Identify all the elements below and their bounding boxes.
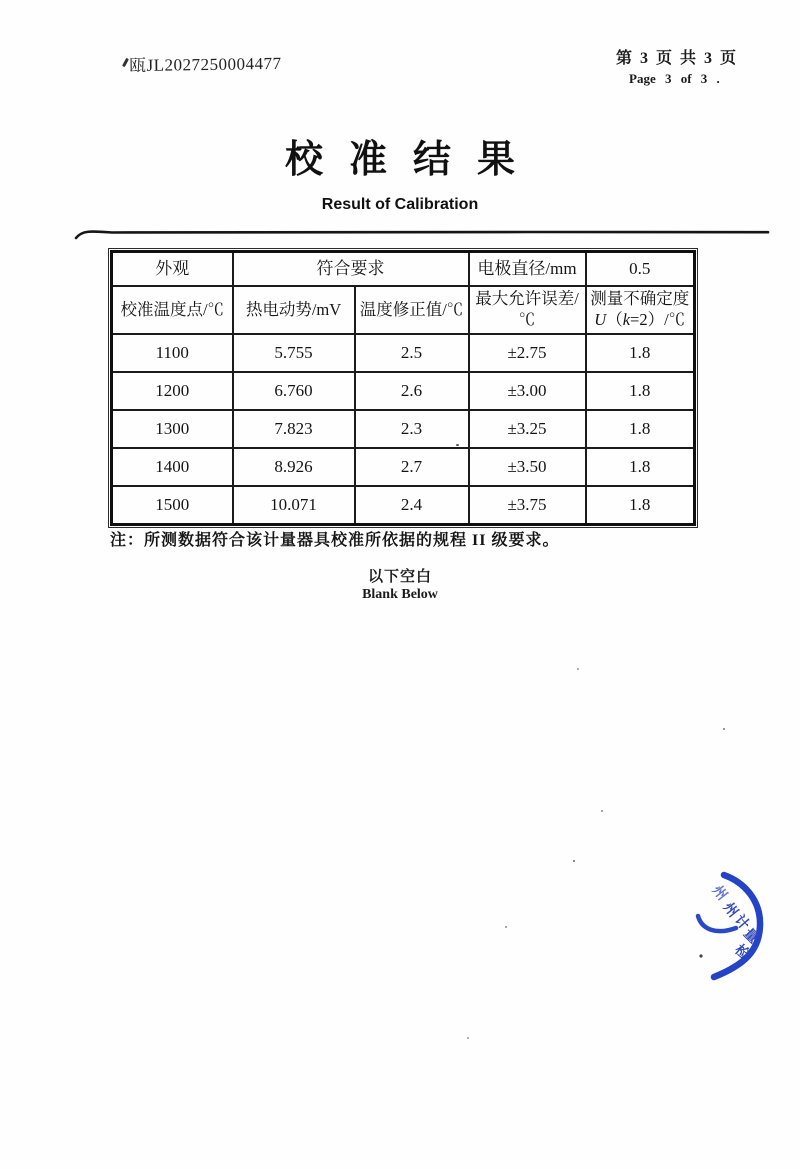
electrode-diameter-value: 0.5 — [586, 252, 695, 287]
cell-correction: 2.6 — [355, 372, 469, 410]
blank-below-en: Blank Below — [362, 587, 438, 602]
dust-speck — [456, 444, 459, 446]
cell-emf: 8.926 — [233, 448, 355, 486]
page-subtitle: Result of Calibration — [321, 196, 479, 213]
table-header-row — [112, 286, 695, 334]
seal-char: 州 — [719, 900, 741, 921]
col-header-uncertainty — [586, 286, 695, 334]
cell-max-error: ±2.75 — [469, 334, 586, 372]
table-row-appearance — [112, 252, 695, 287]
cell-emf: 5.755 — [233, 334, 355, 372]
table-row — [112, 486, 695, 525]
cell-uncertainty: 1.8 — [586, 410, 695, 448]
cell-temperature: 1300 — [112, 410, 233, 448]
uncertainty-line2: U（k=2）/℃ — [594, 310, 686, 329]
cell-correction: 2.5 — [355, 334, 469, 372]
page-indicator-en: Page 3 of 3 . — [629, 71, 720, 86]
cell-emf: 7.823 — [233, 410, 355, 448]
seal-char: 量 — [740, 926, 761, 947]
stray-ink-mark — [122, 58, 129, 67]
appearance-value: 符合要求 — [233, 252, 469, 287]
ink-dot — [699, 954, 702, 957]
cell-max-error: ±3.25 — [469, 410, 586, 448]
cell-temperature: 1400 — [112, 448, 233, 486]
official-seal-stamp — [686, 850, 800, 992]
col-header-max-error: 最大允许误差/℃ — [469, 286, 586, 334]
certificate-number: 瓯JL2027250004477 — [128, 53, 282, 76]
note-text: 注：所测数据符合该计量器具校准所依据的规程 II 级要求。 — [110, 532, 560, 549]
cell-correction: 2.4 — [355, 486, 469, 525]
dust-speck — [505, 926, 507, 928]
appearance-label: 外观 — [112, 252, 233, 287]
seal-char: 计 — [730, 912, 752, 934]
cell-emf: 6.760 — [233, 372, 355, 410]
cell-emf: 10.071 — [233, 486, 355, 525]
table-row — [112, 372, 695, 410]
blank-below-cn: 以下空白 — [367, 569, 432, 585]
calibration-result-table — [110, 250, 696, 526]
title-rule — [68, 220, 774, 244]
col-header-emf: 热电动势/mV — [233, 286, 355, 334]
cell-temperature: 1200 — [112, 372, 233, 410]
dust-speck — [577, 668, 579, 670]
cell-correction: 2.7 — [355, 448, 469, 486]
cell-temperature: 1100 — [112, 334, 233, 372]
uncertainty-line1: 测量不确定度 — [590, 289, 690, 309]
seal-char: 检 — [731, 942, 752, 964]
dust-speck — [601, 810, 603, 812]
table-row — [112, 448, 695, 486]
cell-uncertainty: 1.8 — [586, 486, 695, 525]
cell-max-error: ±3.50 — [469, 448, 586, 486]
dust-speck — [723, 728, 725, 730]
col-header-temperature: 校准温度点/℃ — [112, 286, 233, 334]
col-header-correction: 温度修正值/℃ — [355, 286, 469, 334]
cell-uncertainty: 1.8 — [586, 334, 695, 372]
page-title: 校准结果 — [284, 139, 541, 181]
cell-max-error: ±3.00 — [469, 372, 586, 410]
cell-temperature: 1500 — [112, 486, 233, 525]
cell-uncertainty: 1.8 — [586, 372, 695, 410]
electrode-diameter-label: 电极直径/mm — [469, 252, 586, 287]
cell-uncertainty: 1.8 — [586, 448, 695, 486]
seal-char: 州 — [708, 883, 730, 904]
cell-correction: 2.3 — [355, 410, 469, 448]
table-row — [112, 334, 695, 372]
page-indicator-cn: 第 3 页 共 3 页 — [616, 50, 739, 67]
dust-speck — [467, 1037, 469, 1039]
table-row — [112, 410, 695, 448]
dust-speck — [573, 860, 575, 862]
cell-max-error: ±3.75 — [469, 486, 586, 525]
